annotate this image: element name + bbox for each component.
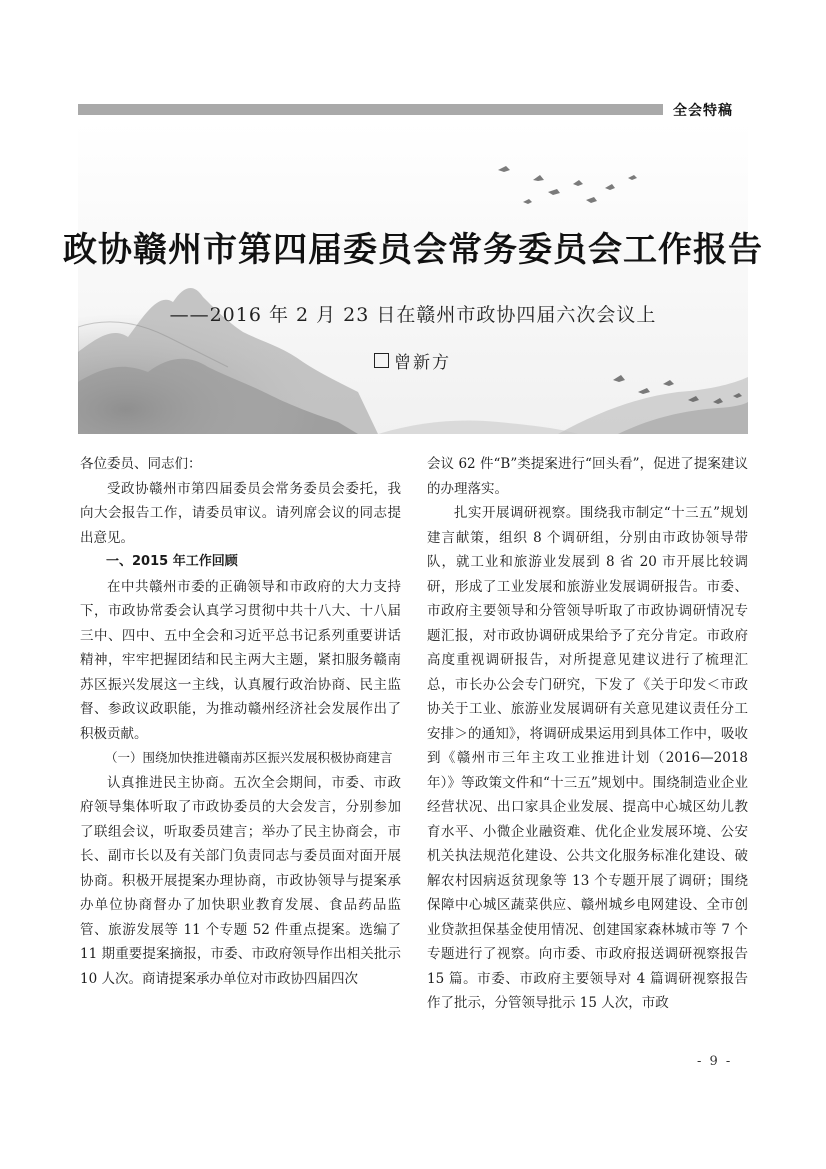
left-column bbox=[80, 452, 401, 991]
paragraph: 认真推进民主协商。五次全会期间，市委、市政府领导集体听取了市政协委员的大会发言，分别参加了联组会议，听取委员建言；举办了民主协商会，市长、副市长以及有关部门负责同志与委员面对面开展协商。积极开展提案办理协商，市政协领导与提案承办单位协商督办了加快职业教育发展、食品药品监管、旅游发展等 11 个专题 52 件重点提案。选编了 11 期重要提案摘报，市委、市政府领导作出相关批示 10 人次。商请提案承办单位对市政协四届四次 bbox=[80, 774, 401, 987]
paragraph: 在中共赣州市委的正确领导和市政府的大力支持下，市政协常委会认真学习贯彻中共十八大、十八届三中、四中、五中全会和习近平总书记系列重要讲话精神，牢牢把握团结和民主两大主题，紧扣服务赣南苏区振兴发展这一主线，认真履行政治协商、民主监督、参政议政职能，为推动赣州经济社会发展作出了积极贡献。 bbox=[80, 578, 401, 742]
paragraph: 受政协赣州市第四届委员会常务委员会委托，我向大会报告工作，请委员审议。请列席会议的同志提出意见。 bbox=[80, 480, 401, 546]
subsection-heading: （一）围绕加快推进赣南苏区振兴发展积极协商建言 bbox=[105, 750, 393, 765]
section-tag: 全会特稿 bbox=[673, 103, 733, 119]
article-subtitle: ——2016 年 2 月 23 日在赣州市政协四届六次会议上 bbox=[169, 304, 657, 326]
paragraph: 扎实开展调研视察。围绕我市制定“十三五”规划建言献策，组织 8 个调研组，分别由市政协领导带队，就工业和旅游业发展到 8 省 20 市开展比较调研，形成了工业发展和旅游业发展调研报告。市委、市政府主要领导和分管领导听取了市政协调研情况专题汇报，对市政协调研成果给予了充分肯定。市政府高度重视调研报告，对所提意见建议进行了梳理汇总，市长办公会专门研究，下发了《关于印发＜市政协关于工业、旅游业发展调研有关意见建议责任分工安排＞的通知》，将调研成果运用到具体工作中，吸收到《赣州市三年主攻工业推进计划（2016—2018 年）》等政策文件和“十三五”规划中。围绕制造业企业经营状况、出口家具企业发展、提高中心城区幼儿教育水平、小微企业融资难、优化企业发展环境、公安机关执法规范化建设、公共文化服务标准化建设、破解农村因病返贫现象等 13 个专题开展了调研；围绕保障中心城区蔬菜供应、赣州城乡电网建设、全市创业贷款担保基金使用情况、创建国家森林城市等 7 个专题进行了视察。向市委、市政府报送调研视察报告 15 篇。市委、市政府主要领导对 4 篇调研视察报告作了批示，分管领导批示 15 人次，市政 bbox=[427, 505, 748, 1011]
author-box-icon bbox=[374, 353, 389, 368]
author-line bbox=[374, 348, 451, 373]
right-column bbox=[427, 452, 748, 1016]
ink-landscape-banner bbox=[78, 122, 748, 434]
page-number: - 9 - bbox=[697, 1054, 733, 1069]
article-title: 政协赣州市第四届委员会常务委员会工作报告 bbox=[63, 230, 763, 270]
header-rule bbox=[78, 104, 663, 115]
author-name: 曾新方 bbox=[394, 353, 451, 373]
paragraph: 会议 62 件“B”类提案进行“回头看”，促进了提案建议的办理落实。 bbox=[427, 456, 748, 497]
section-heading: 一、2015 年工作回顾 bbox=[106, 554, 238, 569]
landscape-illustration bbox=[78, 122, 748, 434]
salutation: 各位委员、同志们： bbox=[80, 456, 202, 472]
